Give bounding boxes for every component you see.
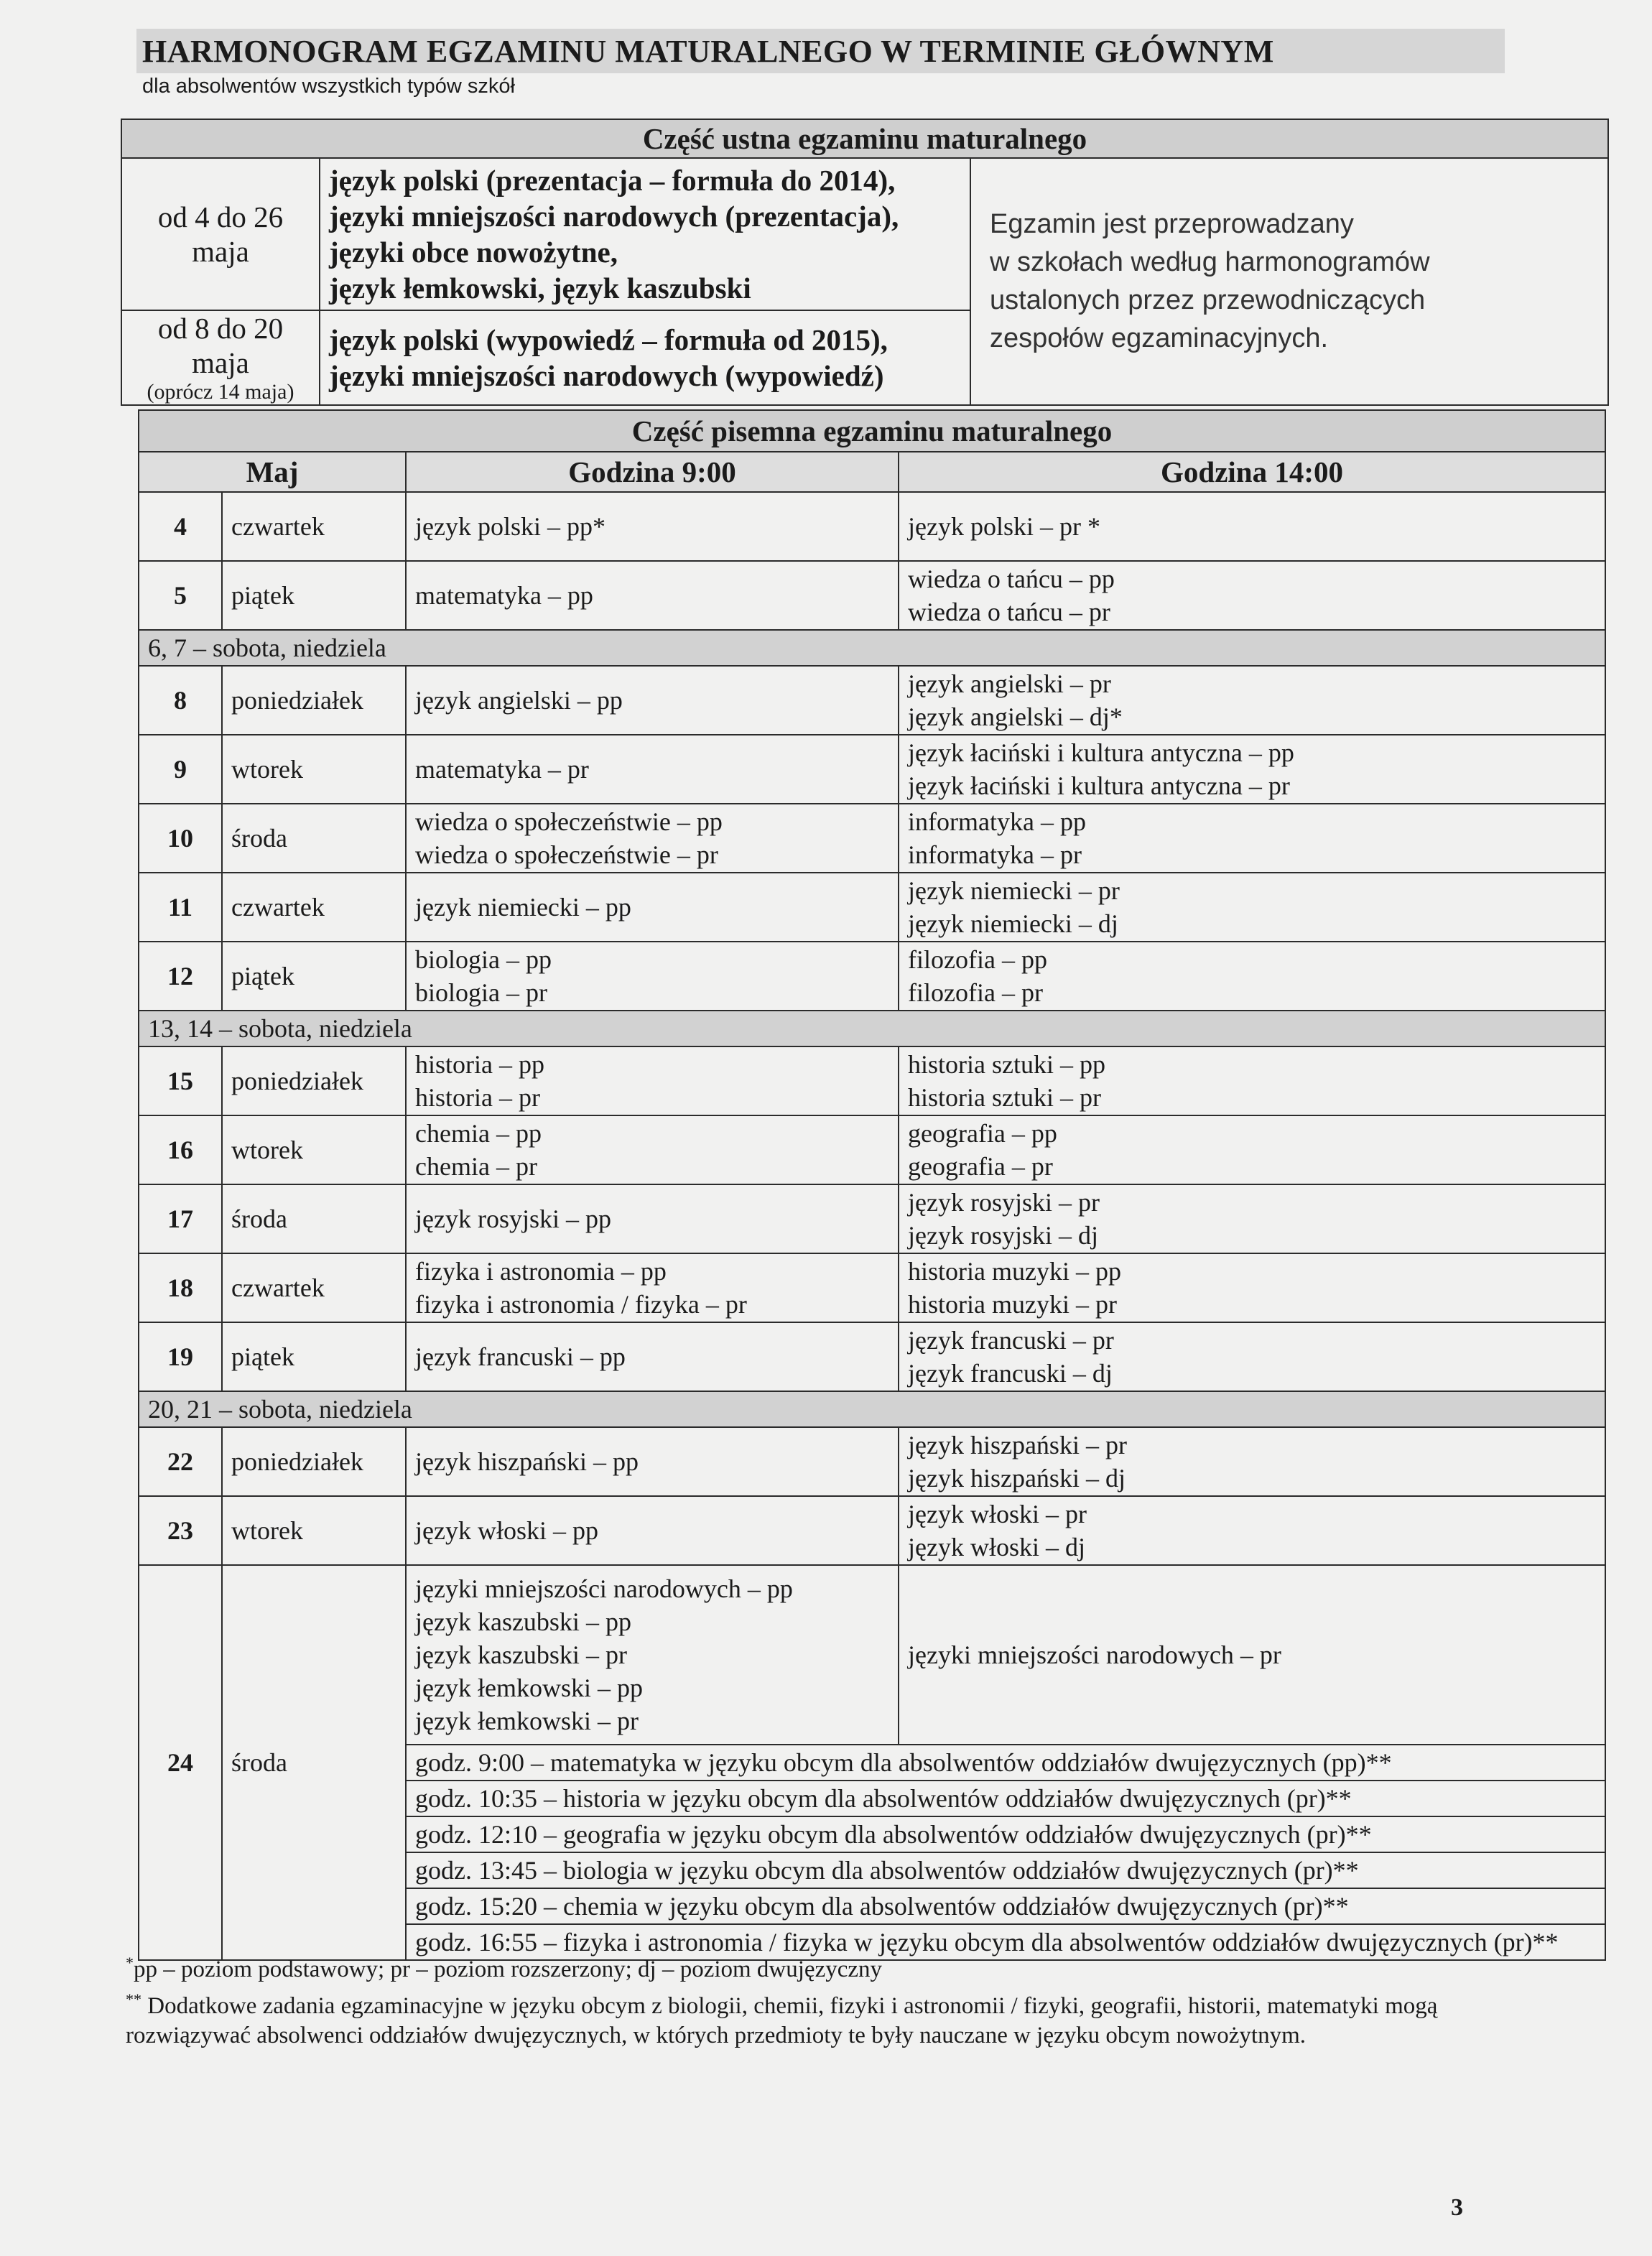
written-heading: Część pisemna egzaminu maturalnego xyxy=(139,410,1605,452)
exam-day-row xyxy=(139,1046,1605,1115)
exam-day-row xyxy=(139,666,1605,735)
exam-2pm xyxy=(899,1322,1605,1391)
oral-subject-line: języki obce nowożytne, xyxy=(329,236,618,269)
entry-line: język polski – pr * xyxy=(908,512,1100,541)
entry-line: chemia – pp xyxy=(415,1119,542,1148)
footnote-1 xyxy=(126,1948,1476,1985)
oral-info-line: Egzamin jest przeprowadzany xyxy=(990,209,1354,239)
day-number: 24 xyxy=(139,1565,222,1960)
exam-2pm xyxy=(899,1184,1605,1253)
entry-line: informatyka – pp xyxy=(908,807,1086,836)
entry-line: język francuski – dj xyxy=(908,1359,1113,1388)
entry-line: fizyka i astronomia / fizyka – pr xyxy=(415,1290,747,1319)
footnote-2-mark: ** xyxy=(126,1990,141,2008)
exam-9am xyxy=(406,873,899,942)
exam-9am xyxy=(406,804,899,873)
entry-line: geografia – pp xyxy=(908,1119,1057,1148)
day-number: 17 xyxy=(139,1184,222,1253)
entry-line: informatyka – pr xyxy=(908,840,1082,869)
exam-2pm xyxy=(899,1565,1605,1745)
entry-line: język angielski – pr xyxy=(908,669,1111,698)
entry-line: język rosyjski – pp xyxy=(415,1204,611,1233)
entry-line: historia sztuki – pp xyxy=(908,1050,1105,1079)
entry-line: wiedza o społeczeństwie – pr xyxy=(415,840,718,869)
exam-2pm xyxy=(899,1253,1605,1322)
oral-info-line: w szkołach według harmonogramów xyxy=(990,247,1430,277)
entry-line: matematyka – pp xyxy=(415,581,593,610)
oral-date-1-text: od 4 do 26 maja xyxy=(157,200,284,268)
entry-line: wiedza o tańcu – pr xyxy=(908,598,1110,626)
entry-line: biologia – pr xyxy=(415,978,547,1007)
exam-day-row xyxy=(139,1184,1605,1253)
entry-line: język hiszpański – dj xyxy=(908,1464,1126,1493)
page-title: HARMONOGRAM EGZAMINU MATURALNEGO W TERMINIE GŁÓWNYM xyxy=(142,34,1274,69)
footnote-2 xyxy=(126,1985,1476,2051)
weekday: poniedziałek xyxy=(222,666,406,735)
day-number: 11 xyxy=(139,873,222,942)
exam-9am xyxy=(406,1046,899,1115)
exam-day-row xyxy=(139,1115,1605,1184)
exam-day-row xyxy=(139,735,1605,804)
column-2pm: Godzina 14:00 xyxy=(899,452,1605,492)
exam-day-row xyxy=(139,1427,1605,1496)
exam-9am xyxy=(406,561,899,630)
exam-day-row xyxy=(139,873,1605,942)
footnote-1-text: pp – poziom podstawowy; pr – poziom rozszerzony; dj – poziom dwujęzyczny xyxy=(134,1956,883,1982)
entry-line: język kaszubski – pp xyxy=(415,1607,631,1636)
exam-2pm xyxy=(899,561,1605,630)
exam-day-row xyxy=(139,1253,1605,1322)
oral-date-2-note: (oprócz 14 maja) xyxy=(147,380,294,404)
exam-day-row xyxy=(139,492,1605,561)
entry-line: język hiszpański – pr xyxy=(908,1431,1127,1459)
oral-date-2-text: od 8 do 20 maja xyxy=(157,312,284,379)
weekend-label: 6, 7 – sobota, niedziela xyxy=(139,630,1605,666)
weekday: środa xyxy=(222,1184,406,1253)
entry-line: język niemiecki – dj xyxy=(908,909,1118,938)
exam-9am xyxy=(406,1184,899,1253)
weekday: środa xyxy=(222,804,406,873)
entry-line: język włoski – pr xyxy=(908,1500,1087,1528)
entry-line: języki mniejszości narodowych – pp xyxy=(415,1574,793,1603)
oral-date-2 xyxy=(121,310,320,405)
column-month: Maj xyxy=(139,452,406,492)
exam-2pm xyxy=(899,666,1605,735)
day-number: 10 xyxy=(139,804,222,873)
oral-info xyxy=(970,158,1608,405)
exam-day-row xyxy=(139,942,1605,1011)
footnote-2-text: Dodatkowe zadania egzaminacyjne w języku obcym z biologii, chemii, fizyki i astronomii / fizyki, geografii, historii, matematyki mogą rozwiązywać absolwenci oddziałów dwujęzycznych, w których przedmioty te były nauczane w języku obcym nowożytnym. xyxy=(126,1993,1438,2048)
weekday: czwartek xyxy=(222,873,406,942)
entry-line: biologia – pp xyxy=(415,945,552,974)
exam-2pm xyxy=(899,942,1605,1011)
footnote-1-mark: * xyxy=(126,1954,134,1972)
entry-line: język łaciński i kultura antyczna – pr xyxy=(908,771,1290,800)
day-number: 18 xyxy=(139,1253,222,1322)
oral-subject-line: języki mniejszości narodowych (prezentacja), xyxy=(329,200,899,233)
oral-subject-line: język polski (wypowiedź – formuła od 2015), xyxy=(329,323,888,356)
entry-line: historia – pr xyxy=(415,1083,540,1112)
weekday: czwartek xyxy=(222,492,406,561)
column-9am: Godzina 9:00 xyxy=(406,452,899,492)
entry-line: filozofia – pp xyxy=(908,945,1047,974)
exam-9am xyxy=(406,492,899,561)
additional-exam: godz. 15:20 – chemia w języku obcym dla absolwentów oddziałów dwujęzycznych (pr)** xyxy=(406,1888,1605,1924)
exam-2pm xyxy=(899,1496,1605,1565)
oral-info-line: zespołów egzaminacyjnych. xyxy=(990,323,1329,353)
entry-line: język niemiecki – pr xyxy=(908,876,1120,905)
oral-subject-line: język łemkowski, język kaszubski xyxy=(329,271,751,305)
day-number: 16 xyxy=(139,1115,222,1184)
oral-subject-line: język polski (prezentacja – formuła do 2014), xyxy=(329,164,896,197)
oral-subjects-2 xyxy=(320,310,970,405)
exam-2pm xyxy=(899,1115,1605,1184)
exam-9am xyxy=(406,1427,899,1496)
entry-line: język łaciński i kultura antyczna – pp xyxy=(908,738,1294,767)
exam-day-row-24 xyxy=(139,1565,1605,1745)
additional-exam: godz. 12:10 – geografia w języku obcym dla absolwentów oddziałów dwujęzycznych (pr)** xyxy=(406,1816,1605,1852)
oral-subject-line: języki mniejszości narodowych (wypowiedź) xyxy=(329,359,884,392)
day-number: 4 xyxy=(139,492,222,561)
entry-line: chemia – pr xyxy=(415,1152,537,1181)
day-number: 23 xyxy=(139,1496,222,1565)
entry-line: język francuski – pr xyxy=(908,1326,1114,1355)
exam-2pm xyxy=(899,1427,1605,1496)
entry-line: historia – pp xyxy=(415,1050,544,1079)
weekday: piątek xyxy=(222,942,406,1011)
exam-9am xyxy=(406,1322,899,1391)
exam-9am xyxy=(406,1565,899,1745)
weekend-row xyxy=(139,1391,1605,1427)
weekend-row xyxy=(139,1011,1605,1046)
page-subtitle: dla absolwentów wszystkich typów szkół xyxy=(142,75,515,98)
entry-line: historia muzyki – pr xyxy=(908,1290,1117,1319)
additional-exam: godz. 16:55 – fizyka i astronomia / fizyka w języku obcym dla absolwentów oddziałów dwujęzycznych (pr)** xyxy=(406,1924,1605,1960)
entry-line: język francuski – pp xyxy=(415,1342,626,1371)
additional-exam: godz. 9:00 – matematyka w języku obcym dla absolwentów oddziałów dwujęzycznych (pp)** xyxy=(406,1745,1605,1781)
weekend-row xyxy=(139,630,1605,666)
entry-line: geografia – pr xyxy=(908,1152,1053,1181)
weekday: poniedziałek xyxy=(222,1046,406,1115)
exam-2pm xyxy=(899,492,1605,561)
oral-info-line: ustalonych przez przewodniczących xyxy=(990,285,1426,315)
day-number: 19 xyxy=(139,1322,222,1391)
day-number: 8 xyxy=(139,666,222,735)
entry-line: historia sztuki – pr xyxy=(908,1083,1101,1112)
exam-day-row xyxy=(139,1496,1605,1565)
entry-line: język polski – pp* xyxy=(415,512,605,541)
day-number: 9 xyxy=(139,735,222,804)
entry-line: język rosyjski – pr xyxy=(908,1188,1100,1217)
weekday: czwartek xyxy=(222,1253,406,1322)
written-exam-body xyxy=(139,410,1605,1960)
exam-2pm xyxy=(899,804,1605,873)
exam-2pm xyxy=(899,735,1605,804)
exam-9am xyxy=(406,942,899,1011)
weekday: piątek xyxy=(222,1322,406,1391)
entry-line: fizyka i astronomia – pp xyxy=(415,1257,667,1286)
entry-line: język włoski – dj xyxy=(908,1533,1085,1561)
additional-exam: godz. 10:35 – historia w języku obcym dla absolwentów oddziałów dwujęzycznych (pr)** xyxy=(406,1781,1605,1816)
entry-line: język niemiecki – pp xyxy=(415,893,631,922)
weekday: piątek xyxy=(222,561,406,630)
exam-2pm xyxy=(899,1046,1605,1115)
exam-9am xyxy=(406,735,899,804)
exam-9am xyxy=(406,1253,899,1322)
oral-date-1 xyxy=(121,158,320,310)
exam-day-row xyxy=(139,561,1605,630)
weekend-label: 13, 14 – sobota, niedziela xyxy=(139,1011,1605,1046)
exam-9am xyxy=(406,1496,899,1565)
entry-line: wiedza o społeczeństwie – pp xyxy=(415,807,723,836)
entry-line: język łemkowski – pr xyxy=(415,1707,639,1735)
exam-2pm xyxy=(899,873,1605,942)
oral-exam-table xyxy=(121,119,1609,406)
additional-exam: godz. 13:45 – biologia w języku obcym dla absolwentów oddziałów dwujęzycznych (pr)** xyxy=(406,1852,1605,1888)
footnotes xyxy=(126,1948,1476,2051)
entry-line: filozofia – pr xyxy=(908,978,1043,1007)
day-number: 5 xyxy=(139,561,222,630)
oral-heading: Część ustna egzaminu maturalnego xyxy=(121,119,1608,158)
weekday: wtorek xyxy=(222,1496,406,1565)
entry-line: język angielski – pp xyxy=(415,686,623,715)
exam-9am xyxy=(406,666,899,735)
oral-subjects-1 xyxy=(320,158,970,310)
entry-line: matematyka – pr xyxy=(415,755,589,784)
weekday: środa xyxy=(222,1565,406,1960)
entry-line: język kaszubski – pr xyxy=(415,1640,627,1669)
weekend-label: 20, 21 – sobota, niedziela xyxy=(139,1391,1605,1427)
weekday: poniedziałek xyxy=(222,1427,406,1496)
entry-line: język łemkowski – pp xyxy=(415,1674,643,1702)
exam-9am xyxy=(406,1115,899,1184)
weekday: wtorek xyxy=(222,1115,406,1184)
entry-line: historia muzyki – pp xyxy=(908,1257,1121,1286)
day-number: 22 xyxy=(139,1427,222,1496)
weekday: wtorek xyxy=(222,735,406,804)
day-number: 15 xyxy=(139,1046,222,1115)
page-number: 3 xyxy=(1451,2194,1463,2221)
entry-line: wiedza o tańcu – pp xyxy=(908,565,1115,593)
exam-day-row xyxy=(139,1322,1605,1391)
exam-day-row xyxy=(139,804,1605,873)
entry-line: język hiszpański – pp xyxy=(415,1447,639,1476)
entry-line: język angielski – dj* xyxy=(908,702,1123,731)
entry-line: język włoski – pp xyxy=(415,1516,598,1545)
day-number: 12 xyxy=(139,942,222,1011)
written-exam-table xyxy=(138,409,1606,1961)
entry-line: język rosyjski – dj xyxy=(908,1221,1098,1250)
entry-line: języki mniejszości narodowych – pr xyxy=(908,1640,1281,1669)
